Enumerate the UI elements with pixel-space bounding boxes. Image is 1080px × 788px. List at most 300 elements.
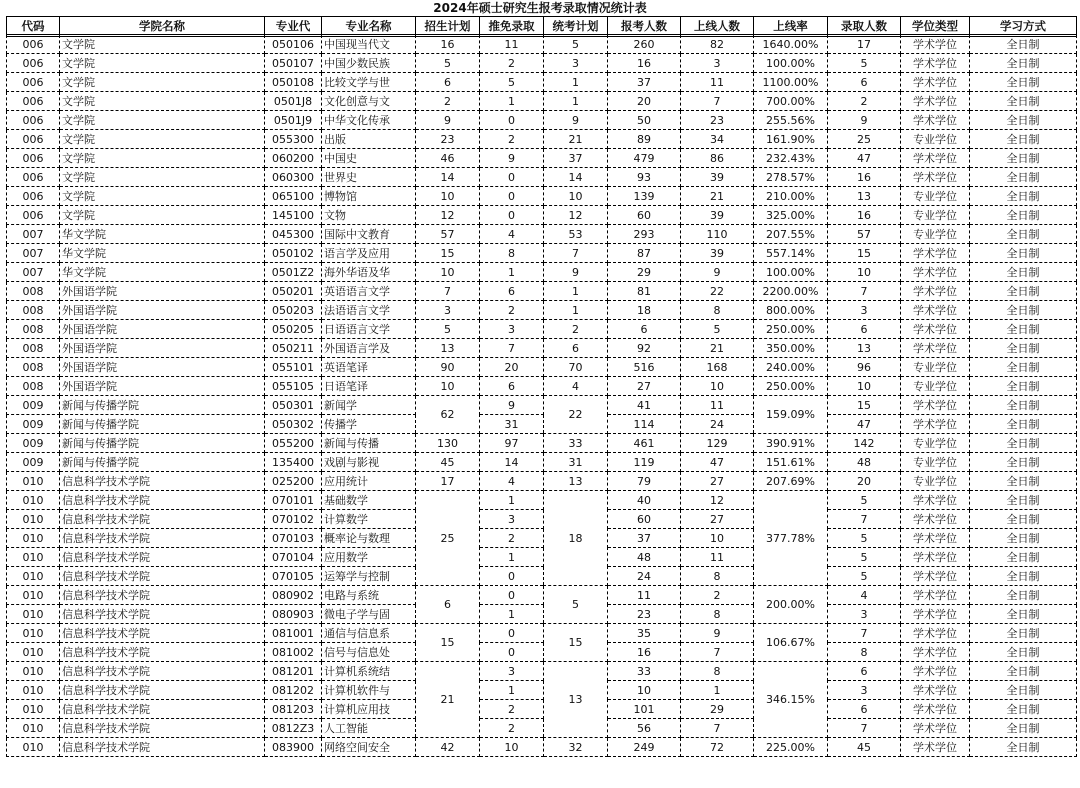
cell-exam-plan: 1 <box>544 92 608 111</box>
cell-code: 009 <box>7 434 60 453</box>
cell-exempt: 4 <box>480 472 544 491</box>
cell-passed: 29 <box>681 700 754 719</box>
cell-exam-plan: 14 <box>544 168 608 187</box>
cell-degree: 学术学位 <box>901 92 970 111</box>
cell-applicants: 20 <box>608 92 681 111</box>
cell-mode: 全日制 <box>970 510 1077 529</box>
table-row <box>7 624 1077 643</box>
cell-college: 信息科学技术学院 <box>60 738 265 757</box>
cell-degree: 专业学位 <box>901 206 970 225</box>
column-header: 推免录取 <box>480 17 544 36</box>
cell-admitted: 25 <box>828 130 901 149</box>
table-row <box>7 738 1077 757</box>
cell-admitted: 48 <box>828 453 901 472</box>
cell-passed: 12 <box>681 491 754 510</box>
cell-mode: 全日制 <box>970 358 1077 377</box>
table-row <box>7 301 1077 320</box>
cell-major-code: 055300 <box>265 130 322 149</box>
cell-plan: 5 <box>416 54 480 73</box>
cell-mode: 全日制 <box>970 301 1077 320</box>
column-header: 上线人数 <box>681 17 754 36</box>
cell-major: 出版 <box>322 130 416 149</box>
table-row <box>7 263 1077 282</box>
cell-pass-rate: 240.00% <box>754 358 828 377</box>
cell-major-code: 055101 <box>265 358 322 377</box>
table-row <box>7 339 1077 358</box>
cell-admitted: 6 <box>828 662 901 681</box>
cell-applicants: 101 <box>608 700 681 719</box>
cell-major-code: 055200 <box>265 434 322 453</box>
cell-exempt: 1 <box>480 681 544 700</box>
cell-major: 文化创意与文 <box>322 92 416 111</box>
table-row <box>7 472 1077 491</box>
cell-mode: 全日制 <box>970 434 1077 453</box>
cell-college: 信息科学技术学院 <box>60 567 265 586</box>
table-row <box>7 54 1077 73</box>
cell-admitted: 6 <box>828 320 901 339</box>
cell-major: 外国语言学及 <box>322 339 416 358</box>
cell-major: 海外华语及华 <box>322 263 416 282</box>
cell-applicants: 56 <box>608 719 681 738</box>
table-row <box>7 168 1077 187</box>
cell-applicants: 40 <box>608 491 681 510</box>
cell-exempt: 0 <box>480 111 544 130</box>
cell-college: 新闻与传播学院 <box>60 396 265 415</box>
cell-degree: 学术学位 <box>901 586 970 605</box>
cell-applicants: 293 <box>608 225 681 244</box>
cell-mode: 全日制 <box>970 700 1077 719</box>
cell-degree: 学术学位 <box>901 263 970 282</box>
cell-code: 008 <box>7 301 60 320</box>
cell-mode: 全日制 <box>970 73 1077 92</box>
column-header: 专业名称 <box>322 17 416 36</box>
cell-applicants: 33 <box>608 662 681 681</box>
cell-major-code: 050301 <box>265 396 322 415</box>
cell-passed: 8 <box>681 662 754 681</box>
cell-exam-plan: 7 <box>544 244 608 263</box>
cell-exempt: 2 <box>480 700 544 719</box>
cell-mode: 全日制 <box>970 586 1077 605</box>
cell-major: 计算机应用技 <box>322 700 416 719</box>
cell-passed: 39 <box>681 244 754 263</box>
cell-mode: 全日制 <box>970 282 1077 301</box>
cell-applicants: 41 <box>608 396 681 415</box>
cell-passed: 2 <box>681 586 754 605</box>
cell-college: 信息科学技术学院 <box>60 548 265 567</box>
cell-mode: 全日制 <box>970 35 1077 54</box>
cell-college: 信息科学技术学院 <box>60 605 265 624</box>
cell-exempt: 1 <box>480 92 544 111</box>
cell-exempt: 0 <box>480 586 544 605</box>
cell-degree: 专业学位 <box>901 358 970 377</box>
cell-exempt: 0 <box>480 168 544 187</box>
cell-applicants: 260 <box>608 35 681 54</box>
cell-admitted: 16 <box>828 206 901 225</box>
cell-code: 010 <box>7 662 60 681</box>
cell-code: 010 <box>7 719 60 738</box>
cell-exam-plan: 21 <box>544 130 608 149</box>
cell-pass-rate: 207.55% <box>754 225 828 244</box>
cell-code: 006 <box>7 111 60 130</box>
cell-exempt: 0 <box>480 567 544 586</box>
cell-major: 语言学及应用 <box>322 244 416 263</box>
cell-college: 新闻与传播学院 <box>60 415 265 434</box>
cell-mode: 全日制 <box>970 244 1077 263</box>
cell-admitted: 6 <box>828 700 901 719</box>
cell-college: 外国语学院 <box>60 339 265 358</box>
cell-pass-rate: 151.61% <box>754 453 828 472</box>
cell-exam-plan: 10 <box>544 187 608 206</box>
cell-major: 中华文化传承 <box>322 111 416 130</box>
cell-plan: 46 <box>416 149 480 168</box>
cell-mode: 全日制 <box>970 472 1077 491</box>
cell-passed: 21 <box>681 187 754 206</box>
cell-college: 信息科学技术学院 <box>60 624 265 643</box>
cell-pass-rate: 159.09% <box>754 396 828 434</box>
cell-applicants: 16 <box>608 54 681 73</box>
cell-mode: 全日制 <box>970 320 1077 339</box>
cell-passed: 27 <box>681 472 754 491</box>
cell-mode: 全日制 <box>970 567 1077 586</box>
table-row <box>7 377 1077 396</box>
cell-exam-plan: 13 <box>544 662 608 738</box>
cell-major: 传播学 <box>322 415 416 434</box>
cell-major: 比较文学与世 <box>322 73 416 92</box>
cell-major-code: 081001 <box>265 624 322 643</box>
cell-admitted: 57 <box>828 225 901 244</box>
cell-major-code: 0812Z3 <box>265 719 322 738</box>
cell-major: 中国现当代文 <box>322 35 416 54</box>
cell-admitted: 7 <box>828 282 901 301</box>
cell-exam-plan: 4 <box>544 377 608 396</box>
cell-applicants: 16 <box>608 643 681 662</box>
cell-mode: 全日制 <box>970 111 1077 130</box>
cell-mode: 全日制 <box>970 263 1077 282</box>
cell-mode: 全日制 <box>970 206 1077 225</box>
cell-exempt: 2 <box>480 301 544 320</box>
cell-mode: 全日制 <box>970 92 1077 111</box>
cell-exempt: 0 <box>480 624 544 643</box>
cell-exempt: 7 <box>480 339 544 358</box>
cell-code: 010 <box>7 491 60 510</box>
cell-code: 010 <box>7 472 60 491</box>
cell-pass-rate: 325.00% <box>754 206 828 225</box>
cell-admitted: 96 <box>828 358 901 377</box>
cell-pass-rate: 225.00% <box>754 738 828 757</box>
cell-college: 信息科学技术学院 <box>60 510 265 529</box>
cell-pass-rate: 250.00% <box>754 320 828 339</box>
cell-exam-plan: 5 <box>544 35 608 54</box>
cell-exam-plan: 33 <box>544 434 608 453</box>
cell-college: 信息科学技术学院 <box>60 491 265 510</box>
cell-major-code: 070101 <box>265 491 322 510</box>
cell-degree: 专业学位 <box>901 187 970 206</box>
cell-code: 006 <box>7 35 60 54</box>
cell-passed: 21 <box>681 339 754 358</box>
cell-exam-plan: 53 <box>544 225 608 244</box>
cell-plan: 10 <box>416 187 480 206</box>
cell-college: 信息科学技术学院 <box>60 700 265 719</box>
cell-exam-plan: 2 <box>544 320 608 339</box>
cell-code: 006 <box>7 92 60 111</box>
cell-major: 概率论与数理 <box>322 529 416 548</box>
cell-major: 日语语言文学 <box>322 320 416 339</box>
cell-plan: 21 <box>416 662 480 738</box>
cell-code: 008 <box>7 339 60 358</box>
cell-college: 信息科学技术学院 <box>60 681 265 700</box>
cell-degree: 学术学位 <box>901 719 970 738</box>
cell-passed: 86 <box>681 149 754 168</box>
cell-admitted: 45 <box>828 738 901 757</box>
cell-exempt: 1 <box>480 548 544 567</box>
cell-major-code: 0501J8 <box>265 92 322 111</box>
cell-major-code: 081201 <box>265 662 322 681</box>
cell-mode: 全日制 <box>970 54 1077 73</box>
cell-applicants: 18 <box>608 301 681 320</box>
cell-exempt: 1 <box>480 605 544 624</box>
cell-major-code: 0501Z2 <box>265 263 322 282</box>
cell-admitted: 4 <box>828 586 901 605</box>
cell-mode: 全日制 <box>970 624 1077 643</box>
cell-major-code: 060300 <box>265 168 322 187</box>
cell-degree: 学术学位 <box>901 510 970 529</box>
cell-applicants: 249 <box>608 738 681 757</box>
table-row <box>7 35 1077 54</box>
cell-degree: 学术学位 <box>901 643 970 662</box>
cell-major: 通信与信息系 <box>322 624 416 643</box>
cell-college: 文学院 <box>60 92 265 111</box>
table-header <box>6 16 1077 37</box>
cell-major-code: 050102 <box>265 244 322 263</box>
cell-passed: 5 <box>681 320 754 339</box>
cell-major-code: 050106 <box>265 35 322 54</box>
cell-exam-plan: 1 <box>544 301 608 320</box>
cell-mode: 全日制 <box>970 719 1077 738</box>
cell-mode: 全日制 <box>970 168 1077 187</box>
cell-applicants: 11 <box>608 586 681 605</box>
table-row <box>7 282 1077 301</box>
table-row <box>7 681 1077 700</box>
cell-pass-rate: 800.00% <box>754 301 828 320</box>
cell-code: 006 <box>7 206 60 225</box>
cell-major: 法语语言文学 <box>322 301 416 320</box>
cell-admitted: 13 <box>828 339 901 358</box>
cell-plan: 16 <box>416 35 480 54</box>
cell-pass-rate: 377.78% <box>754 491 828 586</box>
cell-applicants: 81 <box>608 282 681 301</box>
column-header: 上线率 <box>754 17 828 36</box>
cell-major: 中国史 <box>322 149 416 168</box>
cell-passed: 72 <box>681 738 754 757</box>
cell-passed: 11 <box>681 396 754 415</box>
cell-pass-rate: 207.69% <box>754 472 828 491</box>
cell-admitted: 5 <box>828 567 901 586</box>
cell-applicants: 479 <box>608 149 681 168</box>
cell-code: 009 <box>7 415 60 434</box>
cell-major-code: 070102 <box>265 510 322 529</box>
cell-exam-plan: 22 <box>544 396 608 434</box>
cell-mode: 全日制 <box>970 548 1077 567</box>
cell-pass-rate: 350.00% <box>754 339 828 358</box>
cell-degree: 学术学位 <box>901 624 970 643</box>
column-header: 代码 <box>7 17 60 36</box>
cell-code: 006 <box>7 149 60 168</box>
cell-applicants: 23 <box>608 605 681 624</box>
cell-exempt: 5 <box>480 73 544 92</box>
table-row <box>7 643 1077 662</box>
cell-admitted: 9 <box>828 111 901 130</box>
cell-admitted: 3 <box>828 301 901 320</box>
cell-plan: 130 <box>416 434 480 453</box>
cell-code: 009 <box>7 453 60 472</box>
cell-plan: 2 <box>416 92 480 111</box>
cell-degree: 学术学位 <box>901 282 970 301</box>
cell-passed: 47 <box>681 453 754 472</box>
cell-degree: 学术学位 <box>901 567 970 586</box>
cell-exam-plan: 15 <box>544 624 608 662</box>
cell-major: 信号与信息处 <box>322 643 416 662</box>
cell-applicants: 461 <box>608 434 681 453</box>
cell-plan: 10 <box>416 263 480 282</box>
table-row <box>7 719 1077 738</box>
cell-admitted: 47 <box>828 149 901 168</box>
cell-passed: 27 <box>681 510 754 529</box>
cell-college: 文学院 <box>60 149 265 168</box>
cell-mode: 全日制 <box>970 491 1077 510</box>
cell-code: 008 <box>7 282 60 301</box>
table-row <box>7 187 1077 206</box>
cell-exempt: 0 <box>480 643 544 662</box>
cell-college: 外国语学院 <box>60 301 265 320</box>
cell-major: 英语笔译 <box>322 358 416 377</box>
cell-code: 010 <box>7 643 60 662</box>
cell-major: 计算机软件与 <box>322 681 416 700</box>
cell-passed: 11 <box>681 73 754 92</box>
cell-admitted: 3 <box>828 681 901 700</box>
cell-degree: 专业学位 <box>901 225 970 244</box>
cell-college: 华文学院 <box>60 263 265 282</box>
cell-degree: 专业学位 <box>901 377 970 396</box>
cell-degree: 学术学位 <box>901 301 970 320</box>
table-row <box>7 225 1077 244</box>
column-header: 录取人数 <box>828 17 901 36</box>
cell-college: 信息科学技术学院 <box>60 586 265 605</box>
cell-major-code: 083900 <box>265 738 322 757</box>
cell-exempt: 97 <box>480 434 544 453</box>
cell-applicants: 37 <box>608 73 681 92</box>
table-row <box>7 358 1077 377</box>
cell-exam-plan: 1 <box>544 73 608 92</box>
cell-exempt: 6 <box>480 377 544 396</box>
cell-admitted: 3 <box>828 605 901 624</box>
cell-plan: 23 <box>416 130 480 149</box>
cell-plan: 45 <box>416 453 480 472</box>
cell-major-code: 045300 <box>265 225 322 244</box>
cell-plan: 10 <box>416 377 480 396</box>
cell-code: 007 <box>7 244 60 263</box>
cell-major-code: 081002 <box>265 643 322 662</box>
cell-mode: 全日制 <box>970 738 1077 757</box>
table-row <box>7 415 1077 434</box>
cell-pass-rate: 557.14% <box>754 244 828 263</box>
cell-exam-plan: 9 <box>544 263 608 282</box>
cell-admitted: 5 <box>828 54 901 73</box>
cell-passed: 8 <box>681 605 754 624</box>
cell-exam-plan: 3 <box>544 54 608 73</box>
cell-passed: 39 <box>681 206 754 225</box>
cell-college: 信息科学技术学院 <box>60 662 265 681</box>
cell-admitted: 8 <box>828 643 901 662</box>
cell-college: 信息科学技术学院 <box>60 529 265 548</box>
cell-plan: 15 <box>416 244 480 263</box>
cell-major: 应用统计 <box>322 472 416 491</box>
cell-major-code: 081202 <box>265 681 322 700</box>
cell-code: 010 <box>7 586 60 605</box>
cell-major-code: 050201 <box>265 282 322 301</box>
cell-pass-rate: 390.91% <box>754 434 828 453</box>
cell-degree: 学术学位 <box>901 529 970 548</box>
cell-pass-rate: 210.00% <box>754 187 828 206</box>
cell-applicants: 27 <box>608 377 681 396</box>
cell-major: 应用数学 <box>322 548 416 567</box>
cell-mode: 全日制 <box>970 662 1077 681</box>
cell-plan: 3 <box>416 301 480 320</box>
cell-degree: 学术学位 <box>901 168 970 187</box>
cell-applicants: 114 <box>608 415 681 434</box>
cell-degree: 学术学位 <box>901 73 970 92</box>
cell-code: 006 <box>7 130 60 149</box>
cell-mode: 全日制 <box>970 149 1077 168</box>
cell-exempt: 0 <box>480 206 544 225</box>
cell-plan: 90 <box>416 358 480 377</box>
cell-applicants: 37 <box>608 529 681 548</box>
cell-college: 信息科学技术学院 <box>60 472 265 491</box>
table-row <box>7 453 1077 472</box>
cell-exam-plan: 5 <box>544 586 608 624</box>
cell-passed: 34 <box>681 130 754 149</box>
cell-admitted: 7 <box>828 624 901 643</box>
table-row <box>7 662 1077 681</box>
cell-admitted: 10 <box>828 377 901 396</box>
cell-plan: 7 <box>416 282 480 301</box>
cell-exempt: 3 <box>480 320 544 339</box>
cell-exempt: 2 <box>480 529 544 548</box>
cell-admitted: 15 <box>828 244 901 263</box>
cell-college: 文学院 <box>60 73 265 92</box>
cell-exempt: 20 <box>480 358 544 377</box>
cell-exam-plan: 13 <box>544 472 608 491</box>
cell-code: 010 <box>7 567 60 586</box>
cell-major: 计算机系统结 <box>322 662 416 681</box>
table-row <box>7 73 1077 92</box>
cell-exam-plan: 6 <box>544 339 608 358</box>
cell-exempt: 11 <box>480 35 544 54</box>
cell-major-code: 070105 <box>265 567 322 586</box>
cell-plan: 42 <box>416 738 480 757</box>
cell-exempt: 2 <box>480 130 544 149</box>
cell-plan: 5 <box>416 320 480 339</box>
table-row <box>7 244 1077 263</box>
column-header: 学院名称 <box>60 17 265 36</box>
cell-passed: 24 <box>681 415 754 434</box>
cell-exam-plan: 1 <box>544 282 608 301</box>
cell-college: 文学院 <box>60 54 265 73</box>
cell-exam-plan: 70 <box>544 358 608 377</box>
cell-applicants: 119 <box>608 453 681 472</box>
cell-pass-rate: 1640.00% <box>754 35 828 54</box>
cell-degree: 学术学位 <box>901 681 970 700</box>
cell-admitted: 5 <box>828 548 901 567</box>
